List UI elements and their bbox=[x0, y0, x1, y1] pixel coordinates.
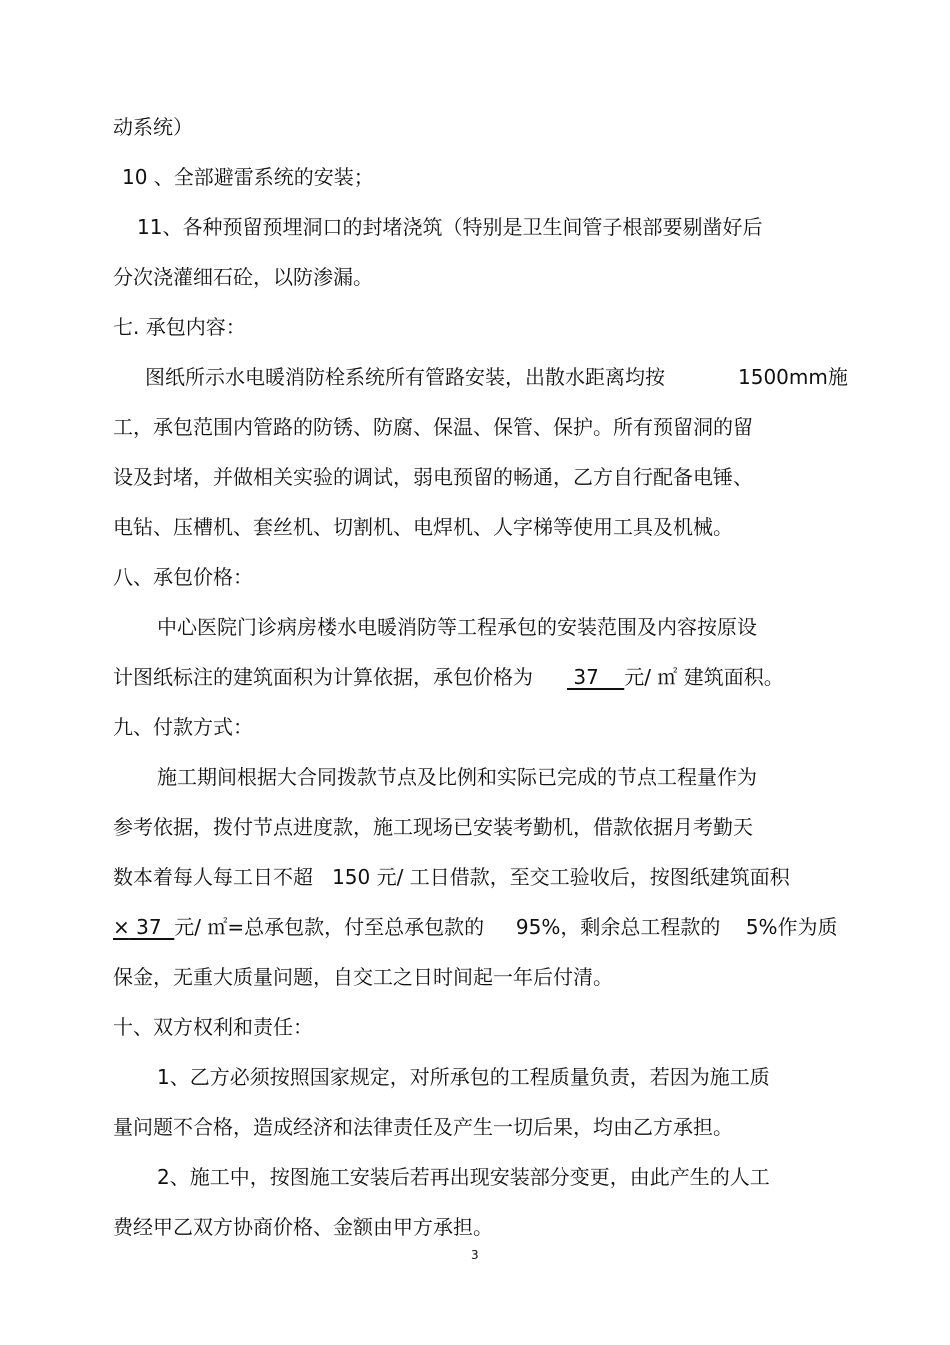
text-line: 费经甲乙双方协商价格、金额由甲方承担。 bbox=[113, 1215, 493, 1239]
text-line: 工，承包范围内管路的防锈、防腐、保温、保管、保护。所有预留洞的留 bbox=[113, 415, 753, 439]
text-line: 中心医院门诊病房楼水电暖消防等工程承包的安装范围及内容按原设 bbox=[157, 615, 757, 639]
text-line: 电钻、压槽机、套丝机、切割机、电焊机、人字梯等使用工具及机械。 bbox=[113, 515, 733, 539]
text-segment: 计图纸标注的建筑面积为计算依据，承包价格为 bbox=[113, 665, 533, 689]
text-line: 设及封堵，并做相关实验的调试，弱电预留的畅通，乙方自行配备电锤、 bbox=[113, 465, 753, 489]
text-line: 1、乙方必须按照国家规定，对所承包的工程质量负责，若因为施工质 bbox=[157, 1065, 770, 1089]
price-value: 37 bbox=[567, 665, 625, 689]
text-line: 图纸所示水电暖消防栓系统所有管路安装，出散水距离均按 bbox=[145, 365, 665, 389]
text-segment: 元/ ㎡ 建筑面积。 bbox=[624, 665, 784, 689]
text-line: 1500mm施 bbox=[738, 365, 848, 389]
text-line bbox=[113, 664, 784, 690]
text-segment: 元/ ㎡=总承包款，付至总承包款的 95%，剩余总工程款的 5%作为质 bbox=[174, 915, 838, 939]
text-line: 参考依据，拨付节点进度款，施工现场已安装考勤机，借款依据月考勤天 bbox=[113, 815, 753, 839]
text-segment: × bbox=[113, 915, 130, 939]
text-line: 分次浇灌细石砼，以防渗漏。 bbox=[113, 265, 373, 289]
page-number: 3 bbox=[471, 1248, 479, 1262]
text-line: 动系统） bbox=[113, 115, 193, 139]
price-value: 37 bbox=[129, 915, 175, 939]
section-heading: 八、承包价格： bbox=[113, 565, 253, 589]
section-heading: 九、付款方式： bbox=[113, 715, 253, 739]
section-heading: 十、双方权利和责任： bbox=[113, 1015, 313, 1039]
text-line: 保金，无重大质量问题，自交工之日时间起一年后付清。 bbox=[113, 965, 613, 989]
text-line bbox=[113, 914, 838, 940]
text-line: 2、施工中，按图施工安装后若再出现安装部分变更，由此产生的人工 bbox=[157, 1165, 770, 1189]
section-heading: 七. 承包内容： bbox=[113, 315, 246, 339]
text-line: 施工期间根据大合同拨款节点及比例和实际已完成的节点工程量作为 bbox=[157, 765, 757, 789]
text-line: 11、各种预留预埋洞口的封堵浇筑（特别是卫生间管子根部要剔凿好后 bbox=[137, 215, 763, 239]
text-line: 数本着每人每工日不超 150 元/ 工日借款，至交工验收后，按图纸建筑面积 bbox=[113, 865, 790, 889]
text-line: 10 、全部避雷系统的安装； bbox=[122, 165, 374, 189]
text-line: 量问题不合格，造成经济和法律责任及产生一切后果，均由乙方承担。 bbox=[113, 1115, 733, 1139]
